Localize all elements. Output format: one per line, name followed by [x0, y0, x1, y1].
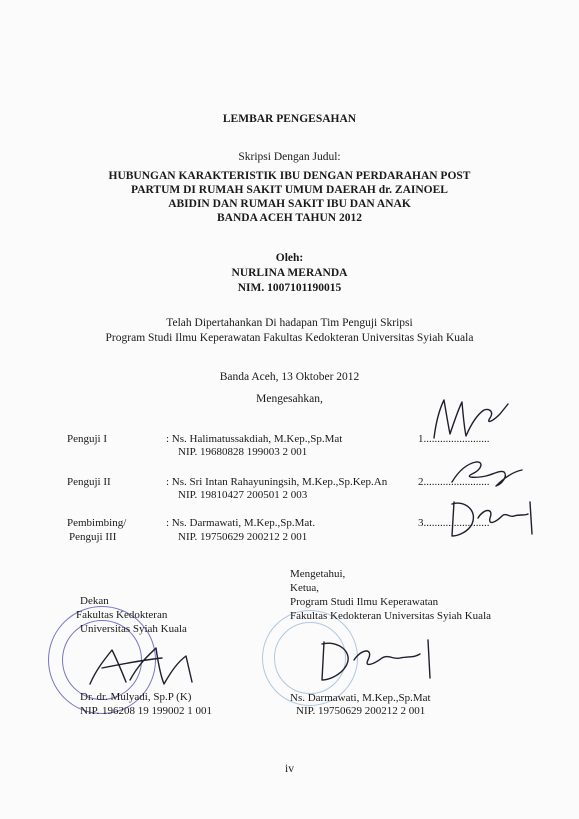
examiner-3-sign-line: 3........................	[418, 517, 490, 529]
place-date: Banda Aceh, 13 Oktober 2012	[219, 371, 360, 383]
examiner-3-nip: NIP. 19750629 200212 2 001	[178, 531, 308, 543]
head-nip: NIP. 19750629 200212 2 001	[296, 705, 426, 717]
examiner-3-name: : Ns. Darmawati, M.Kep.,Sp.Mat.	[166, 517, 316, 529]
examiner-3-role-line-1: Pembimbing/	[67, 517, 127, 529]
head-program: Program Studi Ilmu Keperawatan	[290, 596, 439, 608]
examiner-2-name: : Ns. Sri Intan Rahayuningsih, M.Kep.,Sp.Kep.An	[166, 476, 388, 488]
examiner-1-role: Penguji I	[67, 433, 108, 445]
page-title: LEMBAR PENGESAHAN	[222, 113, 357, 125]
examiner-2-signature	[446, 456, 526, 492]
by-label: Oleh:	[275, 252, 304, 264]
head-name: Ns. Darmawati, M.Kep.,Sp.Mat	[290, 692, 431, 704]
dean-faculty: Fakultas Kedokteran	[76, 609, 168, 621]
thesis-title-line-1: HUBUNGAN KARAKTERISTIK IBU DENGAN PERDARAHAN POST	[108, 170, 471, 182]
defense-line-2: Program Studi Ilmu Keperawatan Fakultas Kedokteran Universitas Syiah Kuala	[105, 332, 474, 344]
page-number: iv	[285, 763, 294, 775]
approved-label: Mengesahkan,	[256, 393, 323, 405]
examiner-2-nip: NIP. 19810427 200501 2 003	[178, 489, 308, 501]
examiner-2-sign-line: 2........................	[418, 476, 490, 488]
examiner-3-role-line-2: Penguji III	[69, 531, 117, 543]
dean-title: Dekan	[80, 595, 109, 607]
head-signature	[310, 634, 450, 686]
defense-line-1: Telah Dipertahankan Di hadapan Tim Penguji Skripsi	[166, 317, 413, 329]
thesis-title-line-2: PARTUM DI RUMAH SAKIT UMUM DAERAH dr. ZAINOEL	[131, 184, 448, 196]
dean-name: Dr. dr. Mulyadi, Sp.P (K)	[80, 691, 192, 703]
dean-signature	[82, 640, 212, 690]
examiner-2-role: Penguji II	[67, 476, 111, 488]
thesis-title-line-3: ABIDIN DAN RUMAH SAKIT IBU DAN ANAK	[168, 198, 411, 210]
author-nim: NIM. 1007101190015	[237, 282, 342, 294]
examiner-1-nip: NIP. 19680828 199003 2 001	[178, 446, 308, 458]
acknowledged-label: Mengetahui,	[290, 568, 346, 580]
thesis-title-line-4: BANDA ACEH TAHUN 2012	[217, 212, 362, 224]
examiner-1-sign-line: 1........................	[418, 433, 490, 445]
head-faculty: Fakultas Kedokteran Universitas Syiah Kuala	[290, 610, 492, 622]
examiner-1-name: : Ns. Halimatussakdiah, M.Kep.,Sp.Mat	[166, 433, 343, 445]
dean-nip: NIP. 196208 19 199002 1 001	[80, 705, 213, 717]
dean-university: Universitas Syiah Kuala	[80, 623, 187, 635]
skripsi-label: Skripsi Dengan Judul:	[238, 151, 341, 163]
author-name: NURLINA MERANDA	[231, 267, 348, 279]
examiner-1-signature	[428, 396, 518, 442]
examiner-3-signature	[444, 496, 544, 540]
head-title: Ketua,	[290, 582, 320, 594]
